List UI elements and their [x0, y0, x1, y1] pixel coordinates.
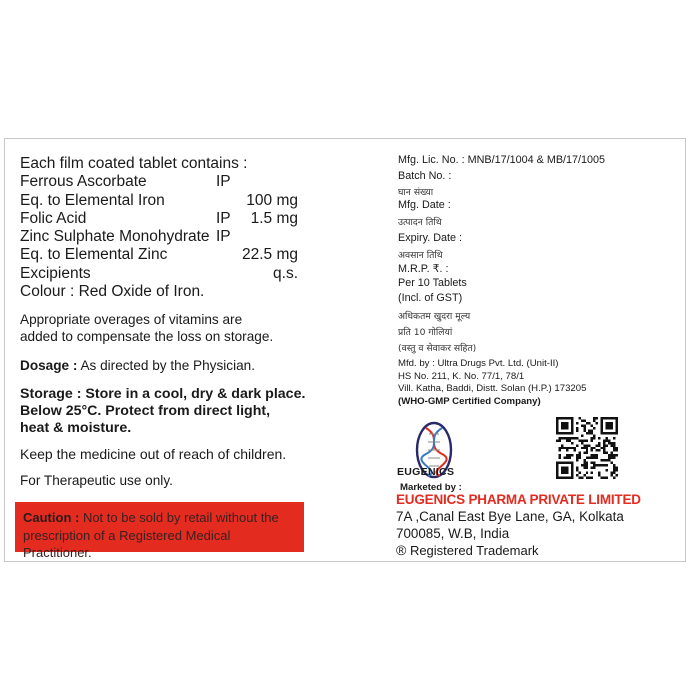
mfd-line: Vill. Katha, Baddi, Distt. Solan (H.P.) 173205 — [398, 383, 587, 394]
registered-text: Registered Trademark — [406, 543, 539, 558]
composition-row: Folic Acid IP 1.5 mg — [20, 209, 298, 227]
composition-row: Eq. to Elemental Iron 100 mg — [20, 191, 298, 209]
registered-icon: ® — [396, 542, 407, 558]
per-tablets-hindi: प्रति 10 गोलियां — [398, 327, 453, 338]
address-line: 700085, W.B, India — [396, 525, 510, 541]
per-tablets: Per 10 Tablets — [398, 277, 467, 289]
dosage-label: Dosage : — [20, 358, 78, 373]
mrp-label-hindi: अधिकतम खुदरा मूल्य — [398, 311, 471, 322]
dosage-text: As directed by the Physician. — [77, 358, 255, 373]
mfd-line: Ultra Drugs Pvt. Ltd. (Unit-II) — [434, 358, 559, 369]
mrp-label: M.R.P. ₹. : — [398, 263, 449, 275]
mfg-licence: Mfg. Lic. No. : MNB/17/1004 & MB/17/1005 — [398, 154, 606, 166]
composition-heading: Each film coated tablet contains : — [20, 155, 248, 172]
qr-code-icon — [556, 417, 618, 479]
company-address — [396, 509, 624, 543]
batch-label-hindi: घान संख्या — [398, 187, 434, 198]
registered-trademark — [396, 542, 539, 558]
caution-text: Not to be sold by retail without the — [79, 510, 279, 525]
keep-out-of-reach: Keep the medicine out of reach of children. — [20, 446, 287, 462]
storage-line: Storage : Store in a cool, dry & dark place. — [20, 386, 306, 402]
composition-row: Excipients q.s. — [20, 264, 298, 282]
incl-gst-hindi: (वस्तु व सेवाकर सहित) — [398, 343, 477, 354]
overage-note — [20, 311, 300, 345]
who-gmp-note: (WHO-GMP Certified Company) — [398, 395, 541, 407]
expiry-date-label-hindi: अवसान तिथि — [398, 250, 443, 261]
composition-row: Eq. to Elemental Zinc 22.5 mg — [20, 246, 298, 264]
composition-row: Ferrous Ascorbate IP — [20, 173, 231, 191]
storage-line: heat & moisture. — [20, 420, 132, 436]
logo-text: EUGENICS — [397, 466, 455, 478]
caution-box — [15, 502, 304, 560]
caution-text: prescription of a Registered Medical Practitioner. — [23, 527, 231, 560]
company-name: EUGENICS PHARMA PRIVATE LIMITED — [396, 492, 641, 507]
therapeutic-use: For Therapeutic use only. — [20, 473, 173, 488]
address-line: 7A ,Canal East Bye Lane, GA, Kolkata — [396, 509, 624, 524]
expiry-date-label: Expiry. Date : — [398, 232, 463, 244]
overage-line: added to compensate the loss on storage. — [20, 329, 274, 344]
mfd-label: Mfd. by : — [398, 358, 435, 369]
mfg-date-label-hindi: उत्पादन तिथि — [398, 217, 442, 228]
incl-gst: (Incl. of GST) — [398, 292, 463, 304]
overage-line: Appropriate overages of vitamins are — [20, 312, 243, 327]
composition-row: Zinc Sulphate Monohydrate IP — [20, 228, 231, 246]
composition-block — [20, 155, 310, 301]
storage-line: Below 25°C. Protect from direct light, — [20, 403, 271, 419]
mfd-line: HS No. 211, K. No. 77/1, 78/1 — [398, 370, 525, 382]
marketed-by-label: Marketed by : — [400, 482, 462, 493]
storage-block — [20, 386, 320, 437]
mfg-date-label: Mfg. Date : — [398, 199, 451, 211]
caution-label: Caution : — [23, 510, 80, 525]
manufacturer-block — [398, 358, 586, 408]
batch-label: Batch No. : — [398, 170, 452, 182]
colour-line: Colour : Red Oxide of Iron. — [20, 283, 205, 301]
dosage-line — [20, 358, 255, 373]
